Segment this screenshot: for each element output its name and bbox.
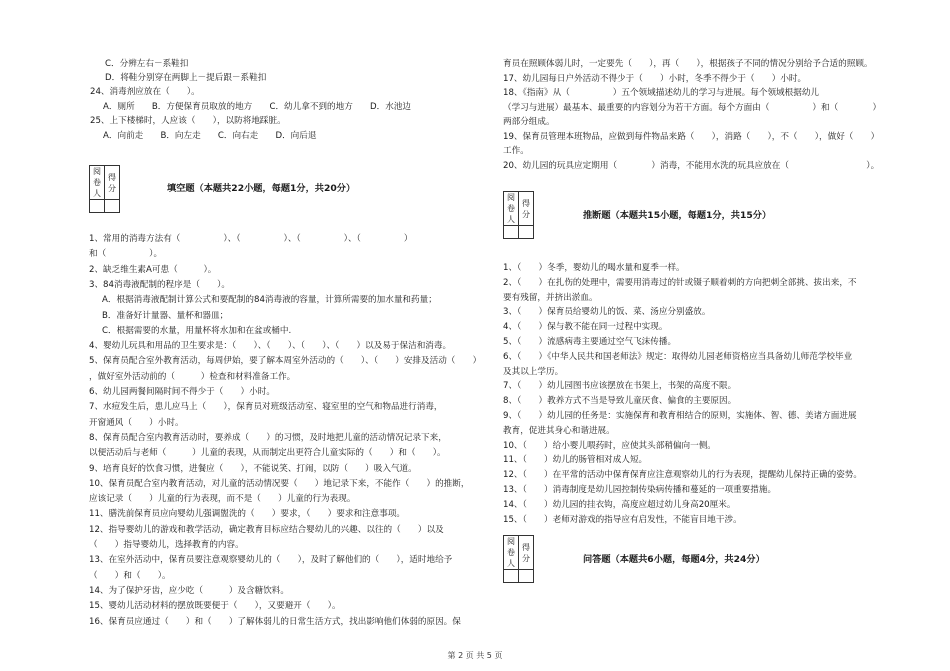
question-line: 24、消毒剂应放在（ ）。 [90,87,200,97]
text-line: 5、保育员配合室外教育活动，每周伊始，要了解本周室外活动的（ ）、（ ）安排及活动（ ） [89,356,482,367]
text-line: 9、（ ）幼儿园的任务是：实施保育和教育相结合的原则，实施体、智、德、美诸方面进展 [503,411,857,421]
text-line: 14、为了保护牙齿，应少吃（ ）及含糖饮料。 [89,585,289,596]
text-line: 12、指导婴幼儿的游戏和教学活动，确定教育目标应结合婴幼儿的兴趣、以往的（ ）以及 [89,524,444,535]
text-line: 10、（ ）给小婴儿喂药时，应使其头部稍偏向一侧。 [503,440,716,451]
text-line: 18、《指南》从（ ）五个领域描述幼儿的学习与进展。每个领域根据幼儿 [503,88,820,98]
text-line: 1、（ ）冬季，婴幼儿的喝水量和夏季一样。 [503,263,685,273]
text-line: 14、（ ）幼儿园的挂衣钩，高度应超过幼儿身高20厘米。 [503,499,736,510]
text-line: 6、幼儿园两餐间隔时间不得少于（ ）小时。 [89,387,275,397]
text-line: 开窗通风（ ）小时。 [89,417,184,428]
text-line: （学习与进展）最基本、最重要的内容划分为若干方面。每个方面由（ ）和（ ） [503,102,882,113]
question-line: 25、上下楼梯时，人应该（ ），以防将地踩脏。 [90,116,286,126]
text-line: （ ）指导婴幼儿，选择教育的内容。 [89,540,244,550]
text-line: 15、（ ）老师对游戏的指导应有启发性，不能盲目地干涉。 [503,514,742,525]
text-line: C．根据需要的水量，用量杯将水加和在盆或桶中. [102,325,292,336]
option-line: C．分辨左右－系鞋扣 [105,59,189,69]
text-line: 6、（ ）《中华人民共和国老师法》规定：取得幼儿园老师资格应当具备幼儿师范学校毕业 [503,351,853,362]
section-title-qa: 问答题（本题共6小题，每题4分，共24分） [583,554,765,565]
section-title-fill: 填空题（本题共22小题，每题1分，共20分） [167,183,356,194]
text-line: 要有残留，并挤出淤血。 [503,292,598,303]
text-line: 工作。 [503,146,529,156]
score-box [503,191,534,239]
text-line: 以便活动后与老师（ ）儿童的表现，从而制定出更符合儿童实际的（ ）和（ ）。 [89,448,446,459]
text-line: 2、（ ）在扎伤的处理中，需要用消毒过的针或镊子顺着刺的方向把刺全部挑、拔出来，不 [503,277,857,288]
text-line: 17、幼儿园每日户外活动不得少于（ ）小时，冬季不得少于（ ）小时。 [503,73,807,84]
text-line: 及其以上学历。 [503,366,564,377]
text-line: 3、84消毒液配制的程序是（ ）。 [89,279,231,290]
text-line: 8、（ ）教养方式不当是导致儿童厌食、偏食的主要原因。 [503,396,737,407]
text-line: 11、（ ）幼儿的肠管相对成人短。 [503,455,648,466]
option-line: A．厕所 B．方便保育员取放的地方 C．幼儿拿不到的地方 D．水池边 [103,102,411,112]
text-line: ，做好室外活动前的（ ）检查和材料准备工作。 [89,371,296,382]
reviewer-label: 阅卷人 [90,166,105,200]
score-box [89,165,120,213]
text-line: 13、在室外活动中，保育员要注意观察婴幼儿的（ ），及时了解他们的（ ），适时地给予 [89,555,453,566]
score-label: 得分 [105,166,120,200]
text-line: 两部分组成。 [503,117,555,127]
text-line: （ ）和（ ）。 [89,570,171,581]
score-label: 得分 [519,536,534,570]
text-line: 12、（ ）在平常的活动中保育保育应注意观察幼儿的行为表现，提醒幼儿保持正确的姿势。 [503,470,862,481]
text-line: 13、（ ）消毒制度是幼儿园控制传染病传播和蔓延的一项重要措施。 [503,485,777,495]
text-line: 4、婴幼儿玩具和用品的卫生要求是：（ ）、（ ）、（ ）、（ ）以及易于保洁和消毒。 [89,341,452,352]
text-line: 10、保育员配合室内教育活动，对儿童的活动情况要（ ）地记录下来，不能作（ ）的推断， [89,478,470,489]
text-line: 2、缺乏维生素A可患（ ）。 [89,264,217,275]
score-label: 得分 [519,192,534,226]
text-line: 4、（ ）保与教不能在同一过程中实现。 [503,322,668,333]
text-line: 9、培育良好的饮食习惯，进餐应（ ），不能说笑、打闹，以防（ ）吸入气道。 [89,463,417,474]
section-title-judge: 推断题（本题共15小题，每题1分，共15分） [583,210,772,221]
text-line: 3、（ ）保育员给婴幼儿的饭、菜、汤应分别盛放。 [503,307,711,318]
text-line: 7、水痘发生后，患儿应马上（ ），保育员对班级活动室、寝室里的空气和物品进行消毒， [89,402,443,413]
text-line: 11、膳洗前保育员应向婴幼儿强调盥洗的（ ）要求，（ ）要求和注意事项。 [89,509,406,520]
page-number: 第 2 页 共 5 页 [447,651,503,660]
text-line: 8、保育员配合室内教育活动时，要养成（ ）的习惯，及时地把儿童的活动情况记录下来， [89,432,447,443]
text-line: 5、（ ）流感病毒主要通过空气飞沫传播。 [503,337,677,347]
text-line: 15、婴幼儿活动材料的摆放既要便于（ ），又要避开（ ）。 [89,601,341,612]
option-line: D．将鞋分别穿在两脚上－提后跟－系鞋扣 [105,73,267,83]
score-box [503,535,534,583]
text-line: 16、保育员应通过（ ）和（ ）了解体弱儿的日常生活方式，找出影响他们体弱的原因。保 [89,616,461,627]
reviewer-label: 阅卷人 [504,536,519,570]
text-line: B．准备好计量器、量杯和器皿； [102,310,229,321]
text-line: 和（ ）。 [89,249,163,260]
option-line: A．向前走 B．向左走 C．向右走 D．向后退 [103,131,317,141]
text-line: A．根据消毒液配制计算公式和要配制的84消毒液的容量，计算所需要的加水量和药量； [102,295,437,306]
text-line: 教育，促进其身心和谐进展。 [503,425,615,436]
text-line: 1、常用的消毒方法有（ ）、（ ）、（ ）、（ ） [89,234,413,244]
text-line: 7、（ ）幼儿园图书应该摆放在书架上，书架的高度不限。 [503,381,737,392]
text-line: 19、保育员管理本班物品，应做到每件物品来路（ ），消路（ ），不（ ），做好（ ） [503,131,880,142]
text-line: 应该记录（ ）儿童的行为表现，而不是（ ）儿童的行为表现。 [89,494,356,505]
text-line: 育员在照顾体弱儿时，一定要先（ ），再（ ），根据孩子不同的情况分别给予合适的照顾。 [503,59,873,69]
text-line: 20、幼儿园的玩具应定期用（ ）消毒，不能用水洗的玩具应放在（ ）。 [503,160,880,171]
reviewer-label: 阅卷人 [504,192,519,226]
